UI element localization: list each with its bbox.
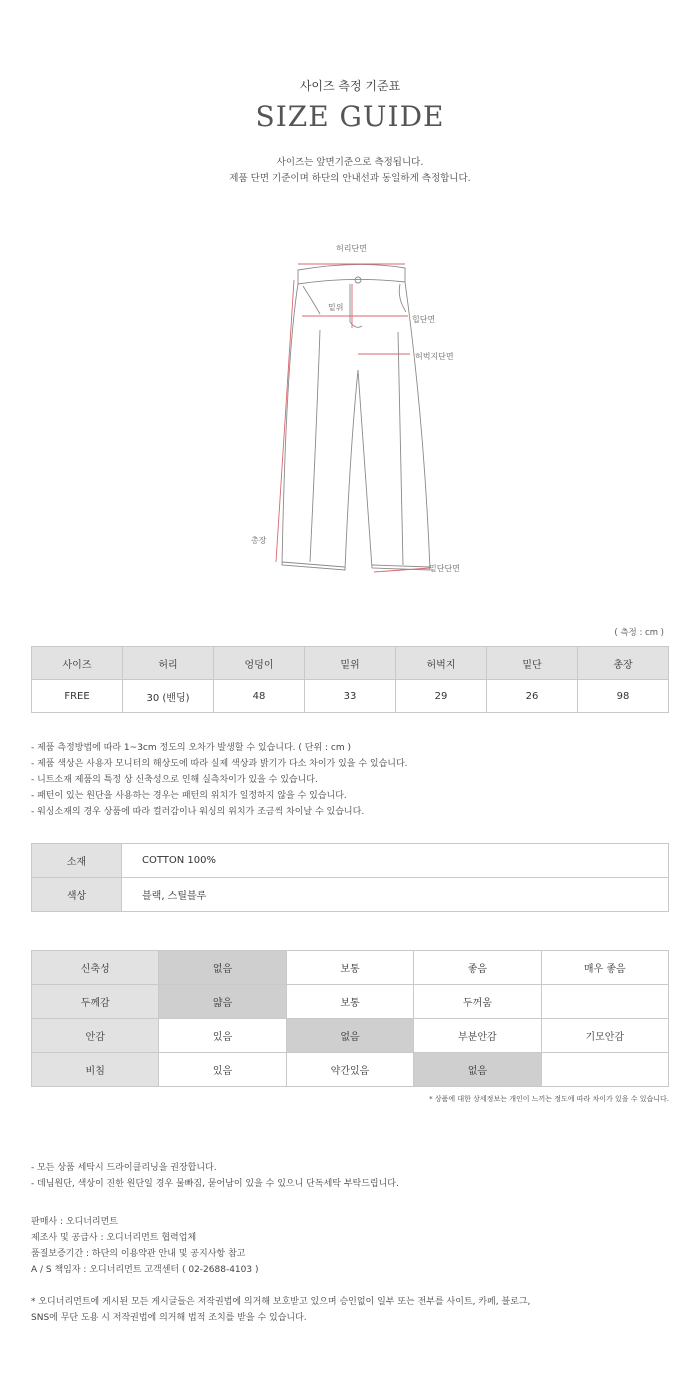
measurement-notes (31, 740, 408, 820)
page-title: SIZE GUIDE (255, 100, 445, 133)
size-cell: 30 (밴딩) (123, 680, 214, 713)
note-item: - 패턴이 있는 원단을 사용하는 경우는 패턴의 위치가 일정하지 않을 수 있습니다. (31, 791, 347, 801)
material-key: 소재 (32, 844, 122, 878)
size-header-cell: 엉덩이 (214, 647, 305, 680)
attribute-option (541, 1053, 668, 1087)
table-row (32, 878, 669, 912)
size-cell: 98 (578, 680, 669, 713)
size-header-cell: 허벅지 (396, 647, 487, 680)
table-row (32, 680, 669, 713)
rise-measure-label: 밑위 (328, 303, 344, 312)
attribute-option: 두꺼움 (414, 985, 541, 1019)
attribute-key: 두께감 (32, 985, 159, 1019)
attribute-key: 신축성 (32, 951, 159, 985)
attribute-option: 부분안감 (414, 1019, 541, 1053)
attribute-footnote: * 상품에 대한 상세정보는 개인이 느끼는 정도에 따라 차이가 있을 수 있습니다. (429, 1095, 669, 1103)
size-cell: 26 (487, 680, 578, 713)
care-item: - 데님원단, 색상이 진한 원단일 경우 물빠짐, 묻어남이 있을 수 있으니 단독세탁 부탁드립니다. (31, 1179, 399, 1189)
copyright-notice (31, 1294, 530, 1326)
hip-measure-label: 힙단면 (412, 315, 436, 324)
info-item: 품질보증기간 : 하단의 이용약관 안내 및 공지사항 참고 (31, 1249, 246, 1259)
attribute-option: 있음 (159, 1019, 286, 1053)
info-item: A / S 책임자 : 오디너리먼트 고객센터 ( 02-2688-4103 ) (31, 1265, 259, 1275)
hem-measure-label: 밑단단면 (429, 564, 460, 573)
size-header-cell: 사이즈 (32, 647, 123, 680)
color-value: 블랙, 스틸블루 (122, 878, 669, 912)
color-key: 색상 (32, 878, 122, 912)
attribute-option: 기모안감 (541, 1019, 668, 1053)
attribute-key: 안감 (32, 1019, 159, 1053)
attribute-option: 없음 (286, 1019, 413, 1053)
page-subtitle: 사이즈 측정 기준표 (299, 79, 401, 93)
care-instructions (31, 1160, 399, 1192)
size-header-cell: 총장 (578, 647, 669, 680)
note-item: - 워싱소재의 경우 상품에 따라 컬러감이나 워싱의 위치가 조금씩 차이날 수 있습니다. (31, 807, 365, 817)
seller-info (31, 1214, 258, 1278)
size-header-cell: 허리 (123, 647, 214, 680)
unit-note: ( 측정 : cm ) (614, 628, 664, 638)
length-measure-label: 총장 (251, 536, 267, 545)
table-row (32, 844, 669, 878)
info-item: 제조사 및 공급사 : 오디너리먼트 협력업체 (31, 1233, 197, 1243)
waist-measure-label: 허리단면 (336, 244, 367, 253)
note-item: - 제품 측정방법에 따라 1~3cm 정도의 오차가 발생할 수 있습니다. ( 단위 : cm ) (31, 743, 351, 753)
size-cell: 29 (396, 680, 487, 713)
info-item: 판매사 : 오디너리먼트 (31, 1217, 119, 1227)
attribute-key: 비침 (32, 1053, 159, 1087)
attribute-option: 보통 (286, 951, 413, 985)
intro-line: 제품 단면 기준이며 하단의 안내선과 동일하게 측정합니다. (229, 173, 471, 184)
thigh-measure-label: 허벅지단면 (415, 352, 454, 361)
intro-line: 사이즈는 앞면기준으로 측정됩니다. (276, 157, 424, 168)
size-table (31, 646, 669, 713)
table-row (32, 951, 669, 985)
note-item: - 제품 색상은 사용자 모니터의 해상도에 따라 실제 색상과 밝기가 다소 차이가 있을 수 있습니다. (31, 759, 408, 769)
copyright-line: * 오디너리먼트에 게시된 모든 게시글들은 저작권법에 의거해 보호받고 있으며 승인없이 일부 또는 전부를 사이트, 카페, 블로그, (31, 1297, 531, 1307)
attribute-option: 없음 (414, 1053, 541, 1087)
attribute-option: 보통 (286, 985, 413, 1019)
attribute-option (541, 985, 668, 1019)
pants-diagram (240, 240, 480, 580)
attribute-option: 좋음 (414, 951, 541, 985)
size-cell: 48 (214, 680, 305, 713)
copyright-line: SNS에 무단 도용 시 저작권법에 의거해 법적 조치를 받을 수 있습니다. (31, 1313, 307, 1323)
size-header-cell: 밑위 (305, 647, 396, 680)
size-cell: FREE (32, 680, 123, 713)
attribute-option: 없음 (159, 951, 286, 985)
table-row (32, 985, 669, 1019)
material-value: COTTON 100% (122, 844, 669, 878)
table-row (32, 1053, 669, 1087)
attribute-option: 있음 (159, 1053, 286, 1087)
size-table-header-row (32, 647, 669, 680)
attribute-option: 얇음 (159, 985, 286, 1019)
attribute-table (31, 950, 669, 1087)
pants-illustration (240, 240, 480, 580)
attribute-option: 약간있음 (286, 1053, 413, 1087)
intro-text (0, 155, 700, 187)
size-cell: 33 (305, 680, 396, 713)
attribute-option: 매우 좋음 (541, 951, 668, 985)
care-item: - 모든 상품 세탁시 드라이클리닝을 권장합니다. (31, 1163, 217, 1173)
material-table (31, 843, 669, 912)
table-row (32, 1019, 669, 1053)
size-header-cell: 밑단 (487, 647, 578, 680)
note-item: - 니트소재 제품의 특정 상 신축성으로 인해 실측차이가 있을 수 있습니다. (31, 775, 318, 785)
